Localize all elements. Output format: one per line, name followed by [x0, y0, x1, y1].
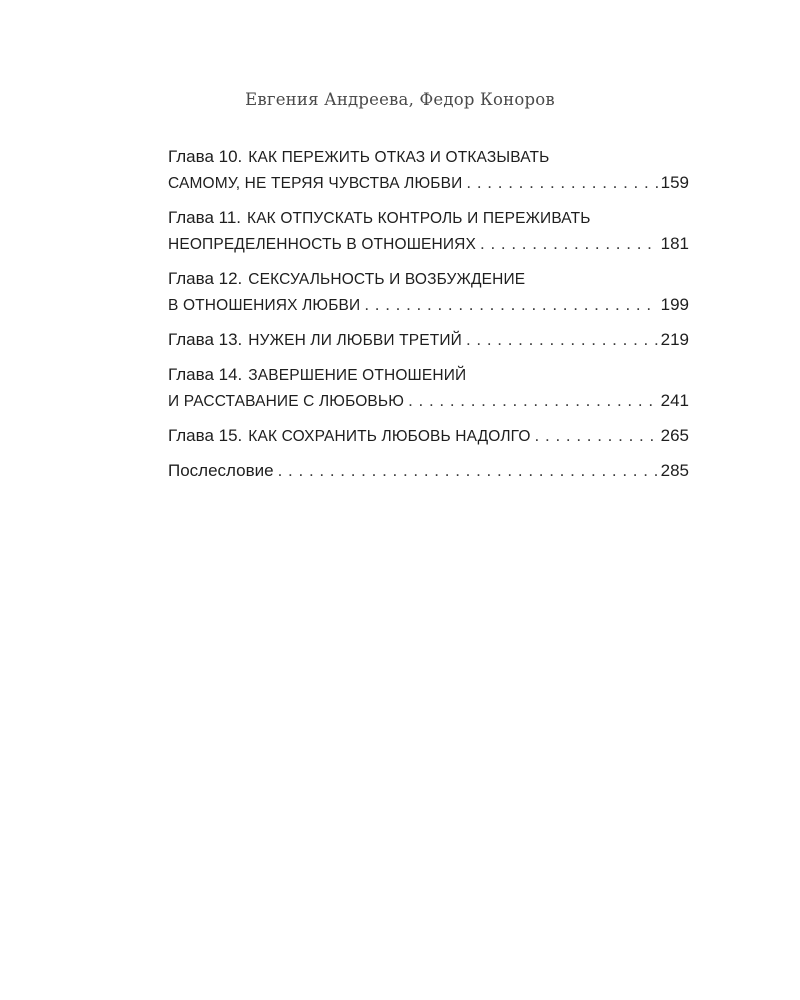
toc-entry-chapter-15[interactable]: [168, 423, 689, 449]
dot-leader: [408, 388, 658, 413]
toc-entry-chapter-12[interactable]: [168, 266, 689, 318]
page-number: 265: [660, 426, 689, 445]
chapter-title-line-2: И РАССТАВАНИЕ С ЛЮБОВЬЮ: [168, 393, 405, 410]
chapter-title-line-1: СЕКСУАЛЬНОСТЬ И ВОЗБУЖДЕНИЕ: [248, 271, 526, 288]
toc-entry-line: [168, 327, 689, 353]
chapter-number: Глава 12.: [168, 269, 243, 288]
toc-entry-chapter-14[interactable]: [168, 362, 689, 414]
chapter-number: Глава 11.: [168, 208, 242, 227]
toc-entry-first-line: [168, 205, 689, 231]
page-number: 181: [660, 234, 689, 253]
dot-leader: [466, 170, 657, 195]
toc-entry-afterword[interactable]: [168, 458, 689, 483]
toc-entry-last-line: [168, 388, 689, 414]
toc-entry-chapter-13[interactable]: [168, 327, 689, 353]
chapter-number: Глава 14.: [168, 365, 243, 384]
toc-entry-last-line: [168, 170, 689, 196]
dot-leader: [466, 327, 658, 352]
chapter-number: Глава 15.: [168, 426, 243, 445]
toc-entry-first-line: [168, 144, 689, 170]
afterword-title: Послесловие: [168, 461, 274, 480]
running-head: Евгения Андреева, Федор Коноров: [245, 90, 555, 109]
dot-leader: [480, 231, 658, 256]
page-number: 159: [660, 173, 689, 192]
chapter-title-line-2: НЕОПРЕДЕЛЕННОСТЬ В ОТНОШЕНИЯХ: [168, 236, 476, 253]
page-number: 241: [660, 391, 689, 410]
page-number: 285: [660, 461, 689, 480]
dot-leader: [278, 458, 658, 483]
toc-entry-first-line: [168, 266, 689, 292]
toc-entry-last-line: [168, 231, 689, 257]
toc-entry-chapter-11[interactable]: [168, 205, 689, 257]
toc-entry-line: [168, 423, 689, 449]
chapter-title-line-1: ЗАВЕРШЕНИЕ ОТНОШЕНИЙ: [248, 367, 467, 384]
chapter-number: Глава 10.: [168, 147, 243, 166]
dot-leader: [364, 292, 657, 317]
chapter-title: КАК СОХРАНИТЬ ЛЮБОВЬ НАДОЛГО: [248, 428, 531, 445]
chapter-number: Глава 13.: [168, 330, 243, 349]
chapter-title: НУЖЕН ЛИ ЛЮБВИ ТРЕТИЙ: [248, 332, 462, 349]
toc-entry-line: [168, 458, 689, 483]
chapter-title-line-1: КАК ПЕРЕЖИТЬ ОТКАЗ И ОТКАЗЫВАТЬ: [248, 149, 550, 166]
chapter-title-line-2: САМОМУ, НЕ ТЕРЯЯ ЧУВСТВА ЛЮБВИ: [168, 175, 463, 192]
dot-leader: [535, 423, 658, 448]
chapter-title-line-2: В ОТНОШЕНИЯХ ЛЮБВИ: [168, 297, 361, 314]
chapter-title-line-1: КАК ОТПУСКАТЬ КОНТРОЛЬ И ПЕРЕЖИВАТЬ: [247, 210, 591, 227]
toc-entry-chapter-10[interactable]: [168, 144, 689, 196]
table-of-contents: [168, 144, 689, 492]
page-number: 199: [660, 295, 689, 314]
toc-entry-last-line: [168, 292, 689, 318]
page-number: 219: [660, 330, 689, 349]
toc-entry-first-line: [168, 362, 689, 388]
